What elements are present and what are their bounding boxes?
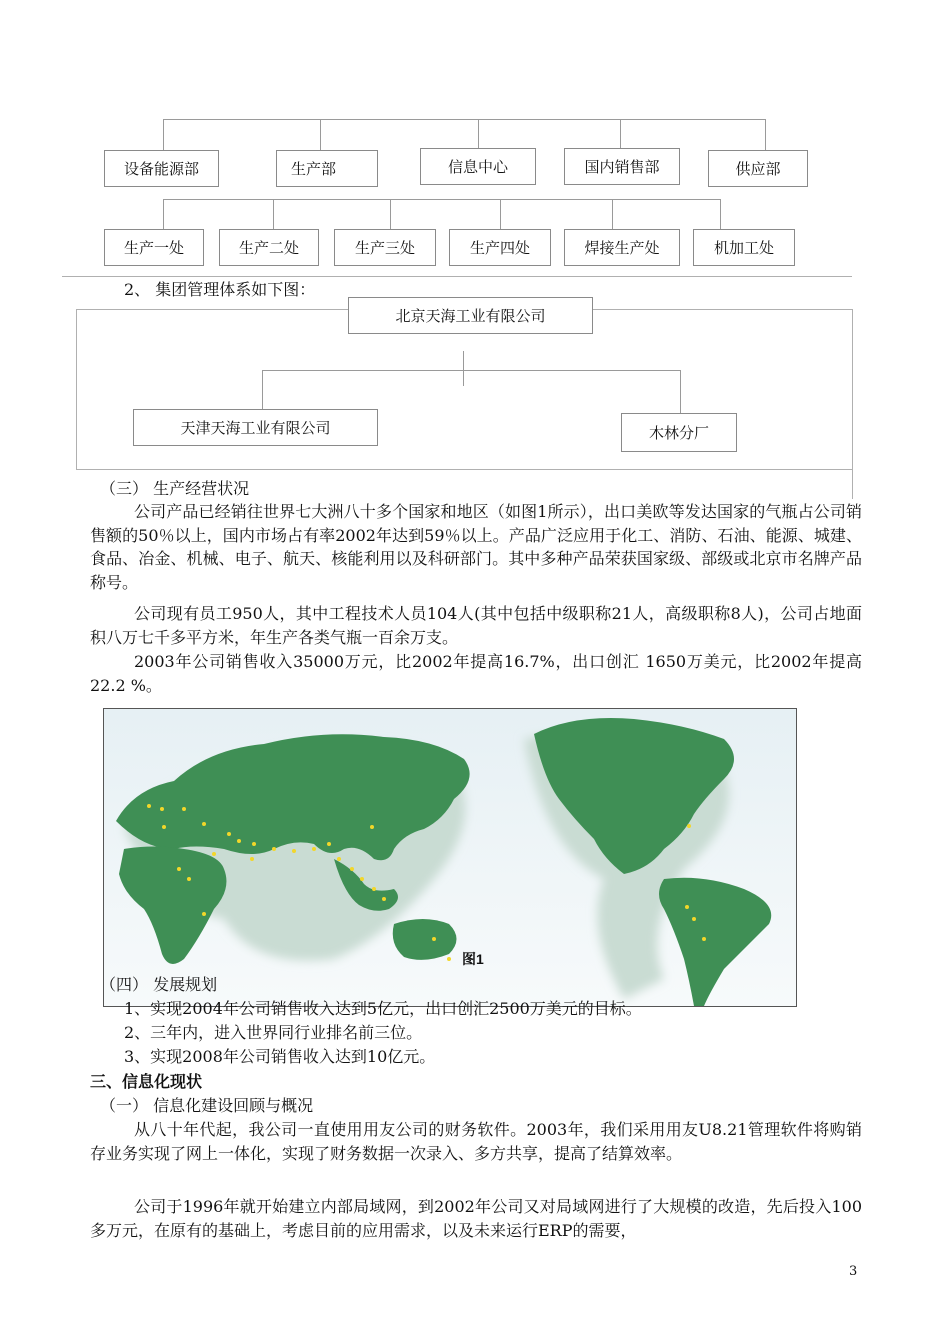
chapter-3-paragraph-2: 公司于1996年就开始建立内部局域网，到2002年公司又对局域网进行了大规模的改造，先后投入100多万元，在原有的基础上，考虑目前的应用需求，以及未来运行ERP的需要， bbox=[90, 1197, 862, 1240]
section-4-heading: （四） 发展规划 bbox=[100, 975, 218, 994]
dept-box-supply: 供应部 bbox=[708, 150, 808, 187]
sub-box-production-1: 生产一处 bbox=[104, 229, 204, 266]
mulin-branch-box: 木林分厂 bbox=[621, 413, 737, 452]
group-system-heading: 2、 集团管理体系如下图： bbox=[124, 280, 316, 299]
plan-item-2: 2、三年内，进入世界同行业排名前三位。 bbox=[124, 1023, 423, 1042]
chapter-3-paragraph-1: 从八十年代起，我公司一直使用用友公司的财务软件。2003年，我们采用用友U8.21管理软件将购销存业务实现了网上一体化，实现了财务数据一次录入、多方共享，提高了结算效率。 bbox=[90, 1120, 862, 1163]
section-3-paragraph-1: 公司产品已经销往世界七大洲八十多个国家和地区（如图1所示），出口美欧等发达国家的气瓶占公司销售额的50％以上，国内市场占有率2002年达到59％以上。产品广泛应用于化工、消防、石油、能源、城建、食品、冶金、机械、电子、航天、核能利用以及科研部门。其中多种产品荣获国家级、部级或北京市名牌产品称号。 bbox=[90, 502, 862, 592]
world-map-figure bbox=[103, 708, 797, 1007]
section-3-paragraph-2: 公司现有员工950人，其中工程技术人员104人(其中包括中级职称21人，高级职称8人)，公司占地面积八万七千多平方米，年生产各类气瓶一百余万支。 bbox=[90, 604, 862, 647]
chapter-3-sub-1-heading: （一） 信息化建设回顾与概况 bbox=[100, 1096, 314, 1115]
section-3-heading: （三） 生产经营状况 bbox=[100, 479, 250, 498]
sub-box-production-4: 生产四处 bbox=[449, 229, 551, 266]
figure-caption: 图1 bbox=[462, 951, 484, 967]
dept-box-domestic-sales: 国内销售部 bbox=[564, 148, 680, 185]
parent-company-box: 北京天海工业有限公司 bbox=[348, 297, 593, 334]
page-number: 3 bbox=[849, 1264, 858, 1279]
sub-box-welding: 焊接生产处 bbox=[564, 229, 680, 266]
dept-box-equipment-energy: 设备能源部 bbox=[104, 150, 219, 187]
world-map-graphic bbox=[104, 709, 796, 1006]
chapter-3-heading: 三、信息化现状 bbox=[90, 1072, 203, 1091]
section-3-paragraph-3: 2003年公司销售收入35000万元，比2002年提高16.7%，出口创汇 1650万美元，比2002年提高 22.2 %。 bbox=[90, 652, 862, 695]
dept-box-info-center: 信息中心 bbox=[420, 148, 536, 185]
sub-box-production-2: 生产二处 bbox=[219, 229, 319, 266]
plan-item-3: 3、实现2008年公司销售收入达到10亿元。 bbox=[124, 1047, 436, 1066]
continent-australia bbox=[393, 919, 457, 960]
sub-box-production-3: 生产三处 bbox=[334, 229, 436, 266]
tianjin-company-box: 天津天海工业有限公司 bbox=[133, 409, 378, 446]
dept-box-production: 生产部 bbox=[276, 150, 378, 187]
plan-item-1: 1、实现2004年公司销售收入达到5亿元，出口创汇2500万美元的目标。 bbox=[124, 999, 642, 1018]
sub-box-machining: 机加工处 bbox=[693, 229, 795, 266]
